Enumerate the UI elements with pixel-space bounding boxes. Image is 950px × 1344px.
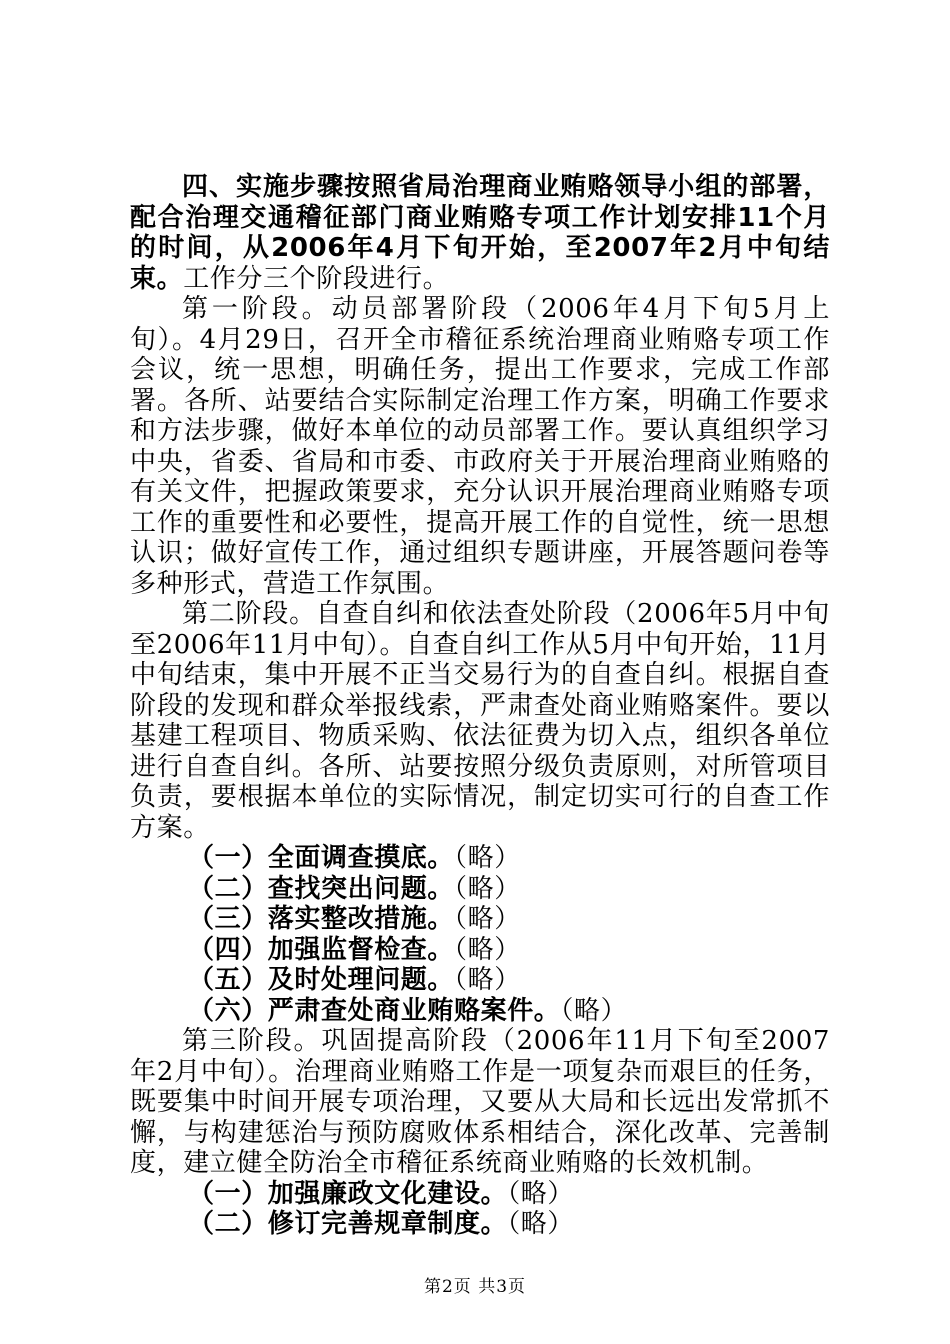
list-item (130, 843, 830, 874)
list-item (130, 935, 830, 966)
list-item (130, 874, 830, 905)
list-item-label: （三）落实整改措施。 (188, 904, 455, 934)
list-item-label: （二）查找突出问题。 (188, 873, 455, 904)
paragraph-stage-two: 第二阶段。自查自纠和依法查处阶段（2006年5月中旬至2006年11月中旬）。自查自纠工作从5月中旬开始，11月中旬结束，集中开展不正当交易行为的自查自纠。根据自查阶段的发现和群众举报线索，严肃查处商业贿赂案件。要以基建工程项目、物质采购、依法征费为切入点，组织各单位进行自查自纠。各所、站要按照分级负责原则，对所管项目负责，要根据本单位的实际情况，制定切实可行的自查工作方案。 (130, 599, 830, 843)
list-item-label: （一）加强廉政文化建设。 (188, 1178, 508, 1209)
list-item (130, 1179, 830, 1210)
list-item-note: （略） (454, 873, 521, 904)
list-item (130, 965, 830, 996)
page-footer (0, 1272, 950, 1297)
list-item-note: （略） (560, 995, 628, 1026)
list-item-label: （四）加强监督检查。 (188, 934, 455, 965)
list-item (130, 1209, 830, 1240)
list-item-label: （一）全面调查摸底。 (188, 843, 455, 873)
section-heading-four: 四、实施步骤按照省局治理商业贿赂领导小组的部署，配合治理交通稽征部门商业贿赂专项工作计划安排11个月的时间，从2006年4月下旬开始，至2007年2月中旬结束。 (130, 172, 830, 294)
list-item (130, 904, 830, 935)
paragraph-stage-three: 第三阶段。巩固提高阶段（2006年11月下旬至2007年2月中旬）。治理商业贿赂工作是一项复杂而艰巨的任务，既要集中时间开展专项治理，又要从大局和长远出发常抓不懈，与构建惩治与预防腐败体系相结合，深化改革、完善制度，建立健全防治全市稽征系统商业贿赂的长效机制。 (130, 1026, 830, 1178)
list-item-note: （略） (454, 965, 521, 995)
list-item-note: （略） (454, 843, 521, 873)
page-indicator: 第2页 共3页 (423, 1277, 527, 1297)
list-item-note: （略） (454, 934, 521, 965)
list-item-label: （二）修订完善规章制度。 (188, 1209, 508, 1239)
list-item-note: （略） (507, 1209, 575, 1239)
paragraph-text: 工作分三个阶段进行。 (183, 263, 450, 294)
list-item-label: （五）及时处理问题。 (188, 965, 455, 995)
list-item-label: （六）严肃查处商业贿赂案件。 (188, 995, 561, 1026)
list-item (130, 996, 830, 1027)
list-item-note: （略） (507, 1178, 575, 1209)
paragraph-implementation-steps (130, 172, 830, 294)
document-body (130, 172, 830, 1240)
paragraph-stage-one: 第一阶段。动员部署阶段（2006年4月下旬5月上旬）。4月29日，召开全市稽征系统治理商业贿赂专项工作会议，统一思想，明确任务，提出工作要求，完成工作部署。各所、站要结合实际制定治理工作方案，明确工作要求和方法步骤，做好本单位的动员部署工作。要认真组织学习中央，省委、省局和市委、市政府关于开展治理商业贿赂的有关文件，把握政策要求，充分认识开展治理商业贿赂专项工作的重要性和必要性，提高开展工作的自觉性，统一思想认识；做好宣传工作，通过组织专题讲座，开展答题问卷等多种形式，营造工作氛围。 (130, 294, 830, 599)
list-item-note: （略） (454, 904, 521, 934)
